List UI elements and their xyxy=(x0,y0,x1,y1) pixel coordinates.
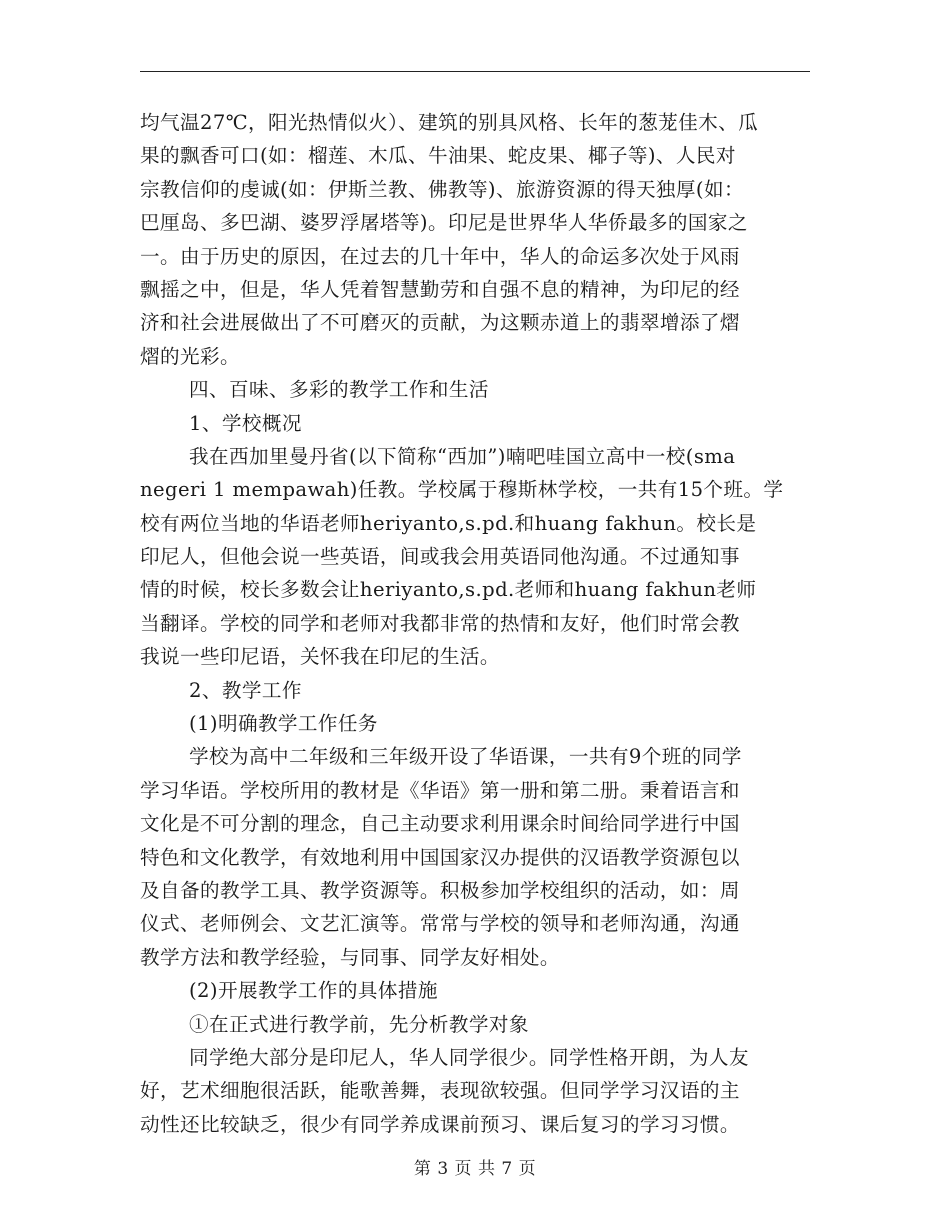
text-line: 宗教信仰的虔诚(如：伊斯兰教、佛教等)、旅游资源的得天独厚(如： xyxy=(140,177,744,201)
subsection-heading: (1)明确教学工作任务 xyxy=(189,712,378,736)
text-line: 熠的光彩。 xyxy=(140,344,240,368)
subsection-heading: ①在正式进行教学前，先分析教学对象 xyxy=(189,1012,529,1036)
text-line: 我说一些印尼语，关怀我在印尼的生活。 xyxy=(140,645,500,669)
text-line: 巴厘岛、多巴湖、婆罗浮屠塔等)。印尼是世界华人华侨最多的国家之 xyxy=(140,211,748,235)
subsection-heading: 1、学校概况 xyxy=(189,411,302,435)
text-line: 飘摇之中，但是，华人凭着智慧勤劳和自强不息的精神，为印尼的经 xyxy=(140,277,740,301)
subsection-heading: 2、教学工作 xyxy=(189,678,302,702)
text-line: negeri 1 mempawah)任教。学校属于穆斯林学校，一共有15个班。学 xyxy=(140,478,784,502)
text-line: 学校为高中二年级和三年级开设了华语课，一共有9个班的同学 xyxy=(189,745,742,769)
text-line: 同学绝大部分是印尼人，华人同学很少。同学性格开朗，为人友 xyxy=(189,1045,749,1069)
text-line: 情的时候，校长多数会让heriyanto,s.pd.老师和huang fakhun老师 xyxy=(140,578,757,602)
text-line: 校有两位当地的华语老师heriyanto,s.pd.和huang fakhun。校长是 xyxy=(140,511,757,535)
text-line: 均气温27℃，阳光热情似火）、建筑的别具风格、长年的葱茏佳木、瓜 xyxy=(140,111,759,134)
text-line: 学习华语。学校所用的教材是《华语》第一册和第二册。秉着语言和 xyxy=(140,778,740,802)
text-line: 及自备的教学工具、教学资源等。积极参加学校组织的活动，如：周 xyxy=(140,878,740,902)
text-line: 动性还比较缺乏，很少有同学养成课前预习、课后复习的学习习惯。 xyxy=(140,1112,740,1136)
document-body xyxy=(140,106,810,1141)
page-number-footer: 第 3 页 共 7 页 xyxy=(413,1159,537,1179)
text-line: 好，艺术细胞很活跃，能歌善舞，表现欲较强。但同学学习汉语的主 xyxy=(140,1079,740,1103)
text-line: 文化是不可分割的理念，自己主动要求利用课余时间给同学进行中国 xyxy=(140,812,740,836)
text-line: 教学方法和教学经验，与同事、同学友好相处。 xyxy=(140,945,560,969)
text-line: 济和社会进展做出了不可磨灭的贡献，为这颗赤道上的翡翠增添了熠 xyxy=(140,311,740,335)
text-line: 果的飘香可口(如：榴莲、木瓜、牛油果、蛇皮果、椰子等)、人民对 xyxy=(140,144,736,168)
text-line: 印尼人，但他会说一些英语，间或我会用英语同他沟通。不过通知事 xyxy=(140,545,740,569)
text-line: 仪式、老师例会、文艺汇演等。常常与学校的领导和老师沟通，沟通 xyxy=(140,912,740,936)
text-line: 我在西加里曼丹省(以下简称“西加”)喃吧哇国立高中一校(sma xyxy=(189,444,736,468)
text-line: 当翻译。学校的同学和老师对我都非常的热情和友好，他们时常会教 xyxy=(140,611,740,635)
subsection-heading: (2)开展教学工作的具体措施 xyxy=(189,979,438,1003)
text-line: 一。由于历史的原因，在过去的几十年中，华人的命运多次处于风雨 xyxy=(140,244,740,268)
text-line: 特色和文化教学，有效地利用中国国家汉办提供的汉语教学资源包以 xyxy=(140,845,740,869)
header-rule xyxy=(140,71,810,72)
section-heading: 四、百味、多彩的教学工作和生活 xyxy=(189,378,489,402)
